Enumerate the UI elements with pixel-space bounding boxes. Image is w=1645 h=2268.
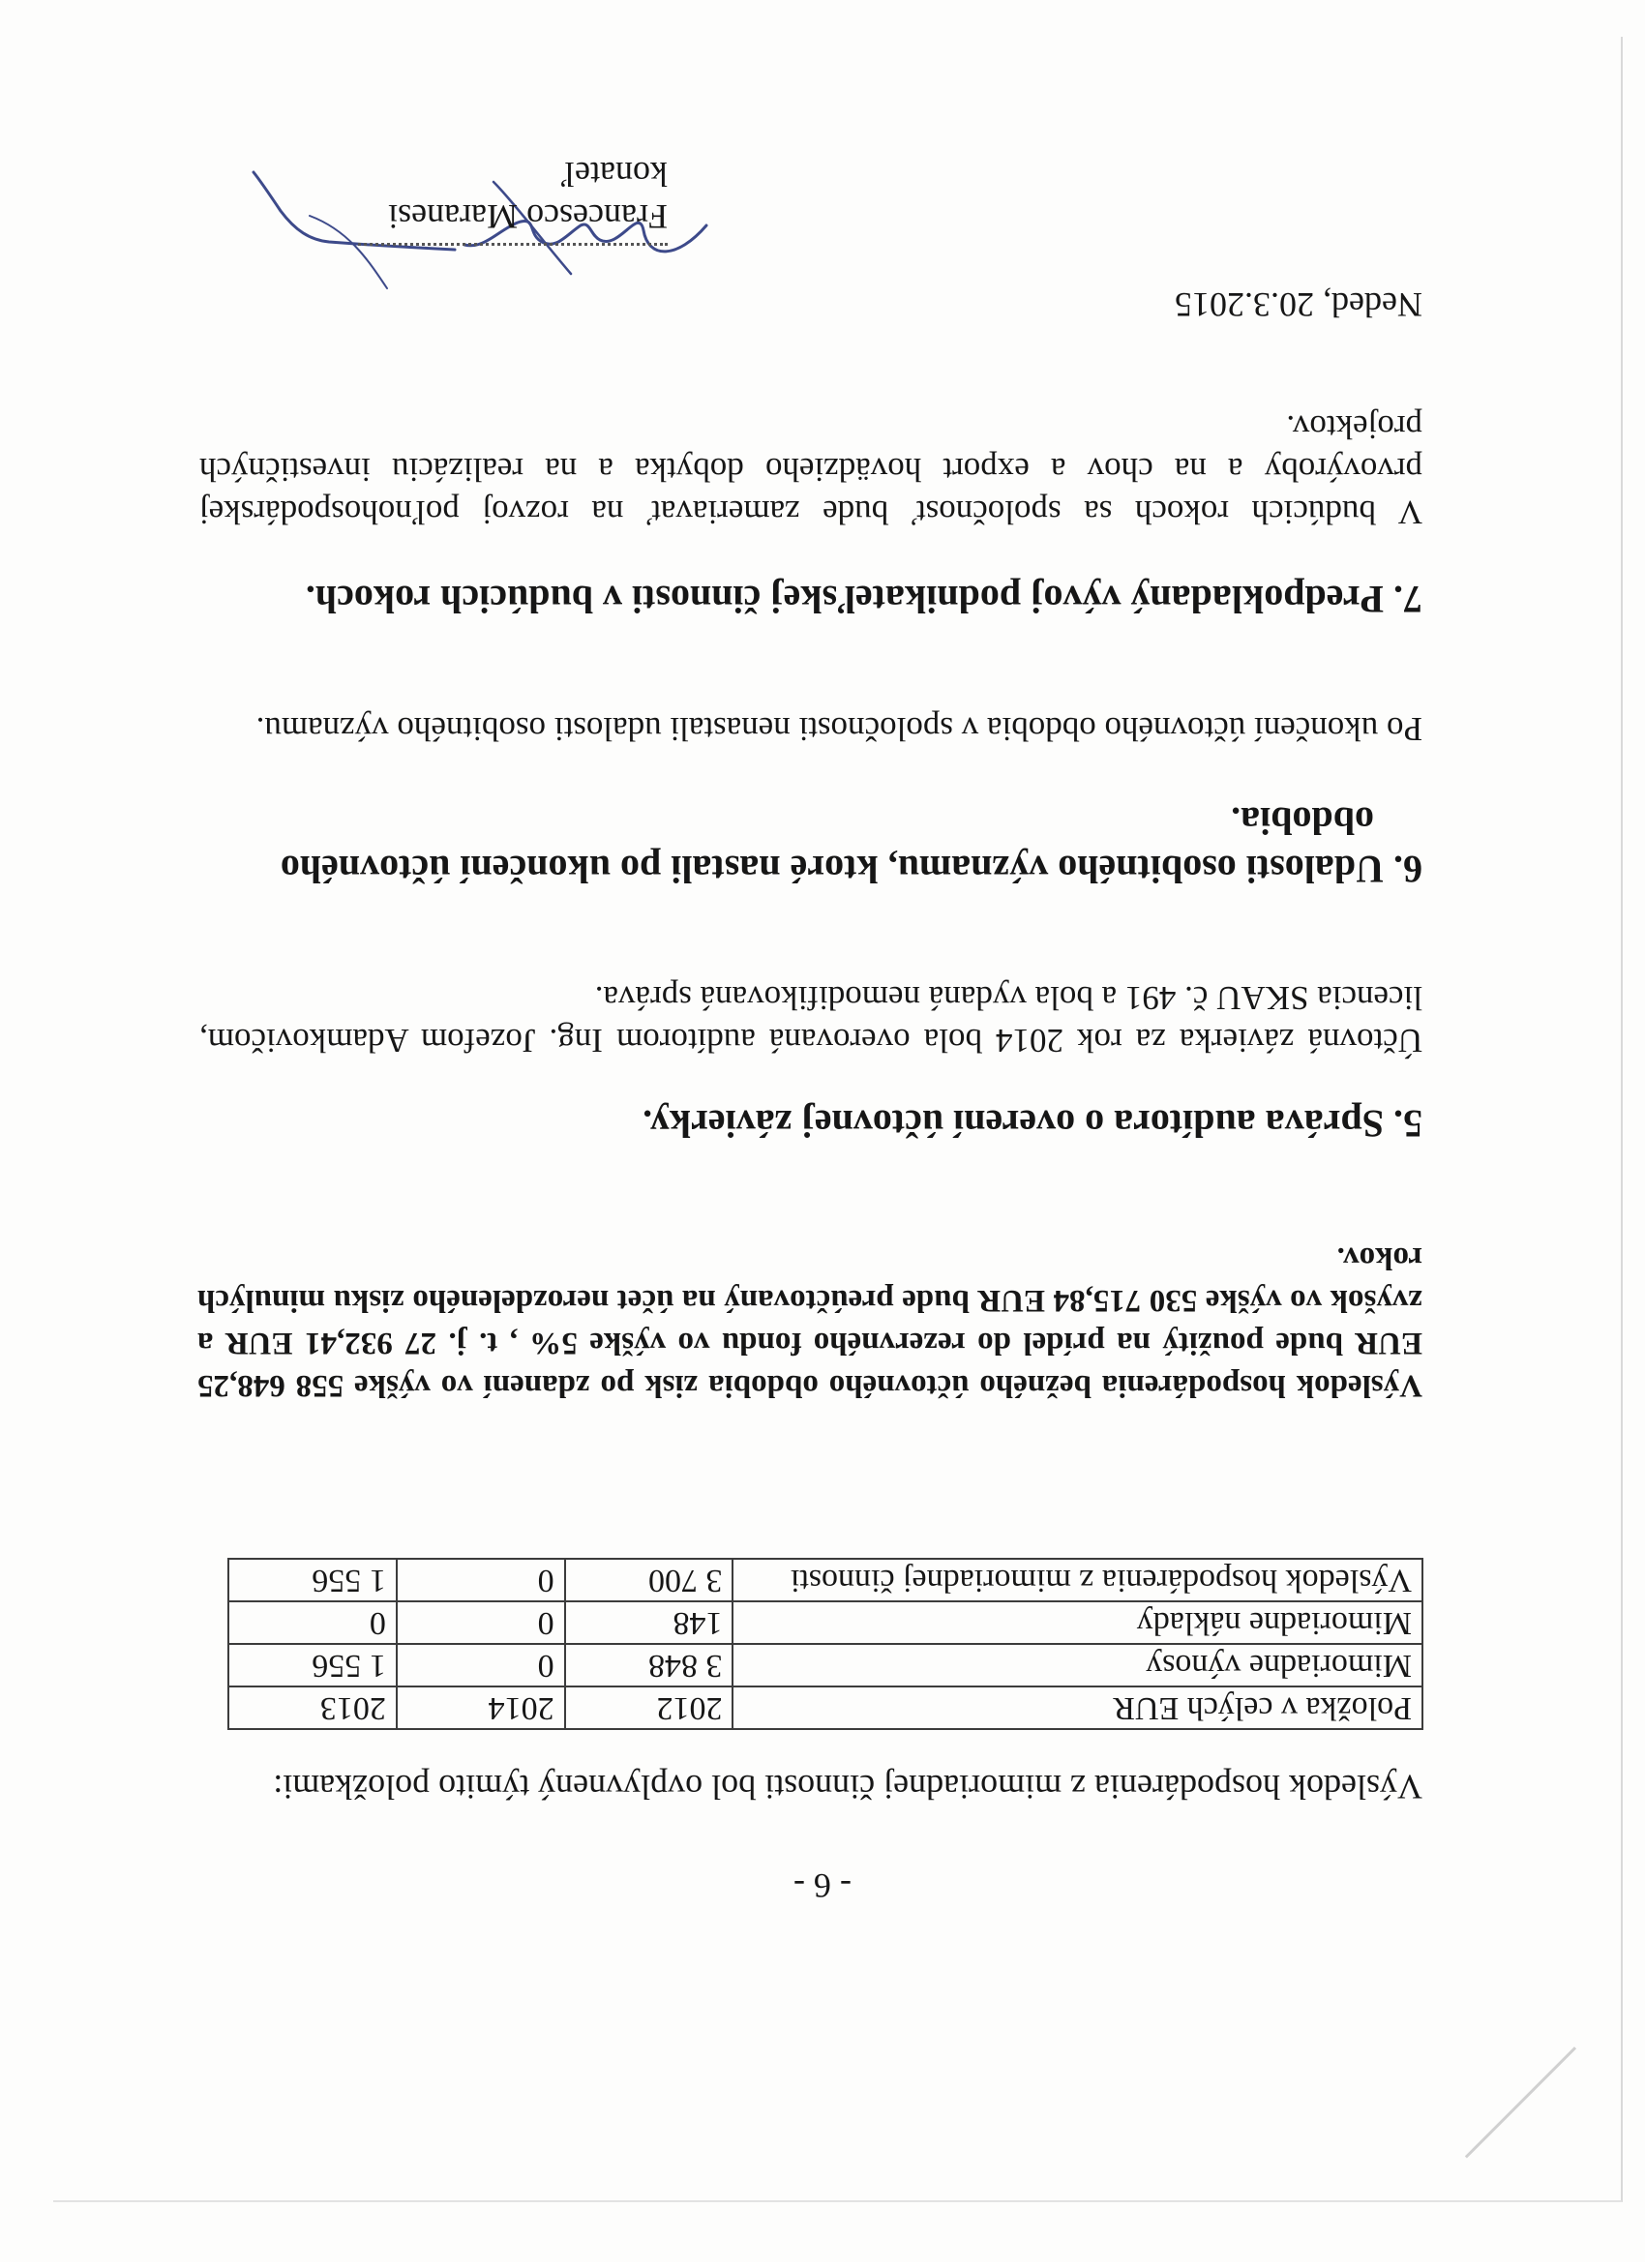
section-5-text: Účtovná závierka za rok 2014 bola overovaná audítorom Ing. Jozefom Adamkovičom, licencia SKAU č. 491 a bola vydaná nemodifikovaná správa. (199, 979, 1422, 1059)
table-cell: 3 848 (565, 1644, 733, 1686)
table-cell: 0 (397, 1559, 565, 1601)
table-intro: Výsledok hospodárenia z mimoriadnej činnosti bol ovplyvnený týmito položkami: (273, 1768, 1422, 1806)
section-6-heading (203, 796, 1422, 893)
profit-distribution-paragraph: Výsledok hospodárenia bežného účtovného obdobia zisk po zdanení vo výške 558 648,25 EUR bude použitý na prídel do rezervného fondu vo výške 5% , t. j. 27 932,41 EUR a zvyšok vo výške 530 715,84 EUR bude preúčtovaný na účet nerozdeleného zisku minulých rokov. (197, 1240, 1422, 1403)
section-6-heading-line1: 6. Udalosti osobitného významu, ktoré nastali po ukončení účtovného (280, 848, 1422, 891)
table-cell: 3 700 (565, 1559, 733, 1601)
table-header-cell: 2013 (228, 1686, 397, 1729)
table-cell: Mimoriadne náklady (733, 1601, 1422, 1644)
table-row (228, 1644, 1422, 1686)
signatory-name: Francesco Maranesi (388, 197, 668, 236)
section-5-heading: 5. Správa audítora o overení účtovnej závierky. (643, 1102, 1422, 1146)
section-6-heading-line2: obdobia. (1231, 799, 1374, 843)
table-header-cell: 2012 (565, 1686, 733, 1729)
table-cell: 0 (397, 1644, 565, 1686)
signature-dotted-line (358, 243, 668, 246)
table-cell: 1 556 (228, 1559, 397, 1601)
place-date: Neded, 20.3.2015 (1175, 285, 1422, 324)
table-cell: 0 (228, 1601, 397, 1644)
table-cell: 0 (397, 1601, 565, 1644)
section-7-heading: 7. Predpokladaný vývoj podnikateľskej činnosti v budúcich rokoch. (305, 578, 1422, 621)
page-number: - 6 - (793, 1866, 852, 1905)
extraordinary-items-table (227, 1558, 1423, 1730)
table-cell: 148 (565, 1601, 733, 1644)
signatory-role: konateľ (560, 155, 668, 194)
table-header-cell: 2014 (397, 1686, 565, 1729)
signatory (388, 153, 668, 238)
table-header-cell: Položka v celých EUR (733, 1686, 1422, 1729)
section-6-text: Po ukončení účtovného obdobia v spoločnosti nenastali udalosti osobitného významu. (255, 710, 1422, 748)
section-7-text: V budúcich rokoch sa spoločnosť bude zameriavať na rozvoj poľnohospodárskej prvovýroby a na chov a export hovädzieho dobytka a na realizáciu investičných projektov. (199, 408, 1422, 531)
table-cell: 1 556 (228, 1644, 397, 1686)
table-header-row (228, 1686, 1422, 1729)
table-cell: Mimoriadne výnosy (733, 1644, 1422, 1686)
table-cell: Výsledok hospodárenia z mimoriadnej činnosti (733, 1559, 1422, 1601)
table-row (228, 1601, 1422, 1644)
table-row (228, 1559, 1422, 1601)
